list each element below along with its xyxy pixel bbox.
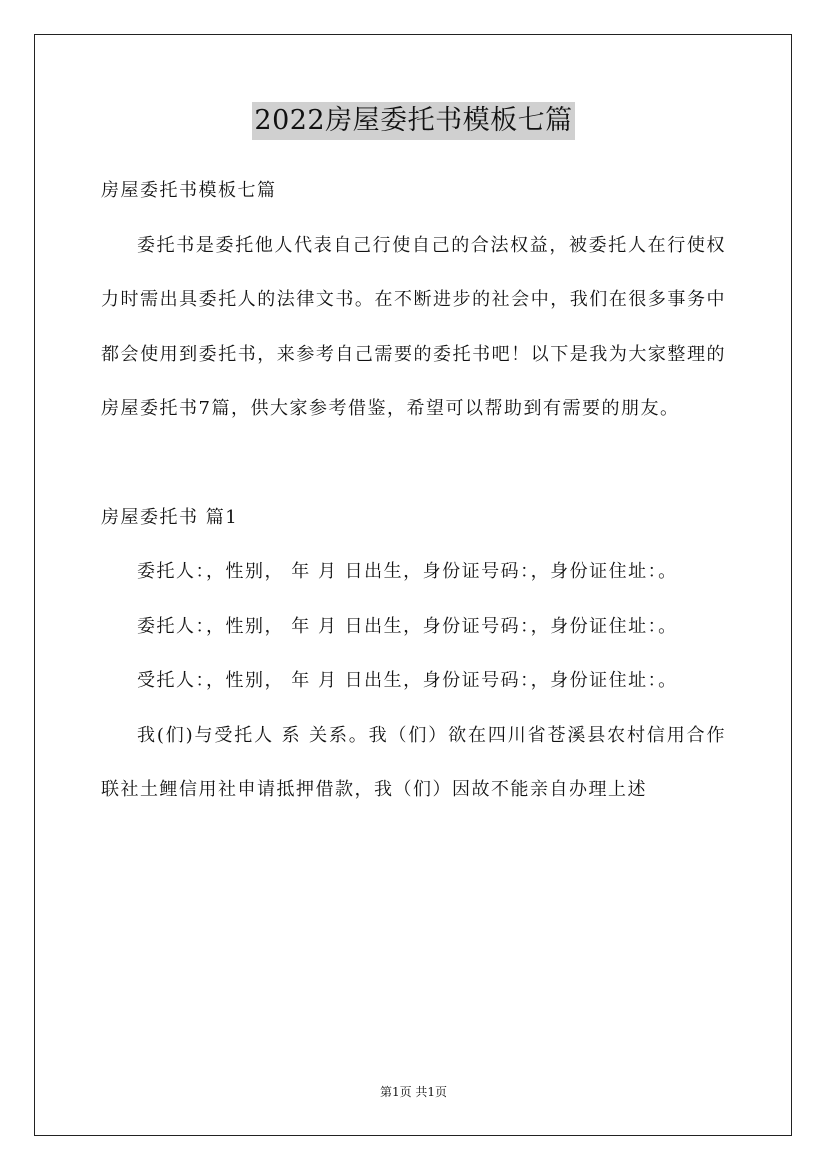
- section-heading: 房屋委托书 篇1: [101, 506, 239, 528]
- title-container: [0, 102, 827, 140]
- section-spacer: [101, 437, 726, 491]
- page-footer: [0, 1083, 827, 1100]
- body-paragraph: 我(们)与受托人 系 关系。我（们）欲在四川省苍溪县农村信用合作联社土鲤信用社申请抵押借款，我（们）因故不能亲自办理上述: [101, 724, 726, 800]
- document-title: 2022房屋委托书模板七篇: [252, 102, 574, 140]
- document-subtitle: 房屋委托书模板七篇: [101, 180, 277, 201]
- page-number: 第1页 共1页: [379, 1085, 448, 1099]
- intro-paragraph: 委托书是委托他人代表自己行使自己的合法权益，被委托人在行使权力时需出具委托人的法律文书。在不断进步的社会中，我们在很多事务中都会使用到委托书，来参考自己需要的委托书吧！以下是我为大家整理的房屋委托书7篇，供大家参考借鉴，希望可以帮助到有需要的朋友。: [101, 234, 726, 419]
- body-paragraph: 委托人：，性别， 年 月 日出生，身份证号码：，身份证住址：。: [137, 615, 678, 637]
- body-paragraph: 受托人：，性别， 年 月 日出生，身份证号码：，身份证住址：。: [137, 670, 678, 691]
- document-body: [101, 164, 726, 818]
- body-paragraph: 委托人：，性别， 年 月 日出生，身份证号码：，身份证住址：。: [137, 561, 678, 582]
